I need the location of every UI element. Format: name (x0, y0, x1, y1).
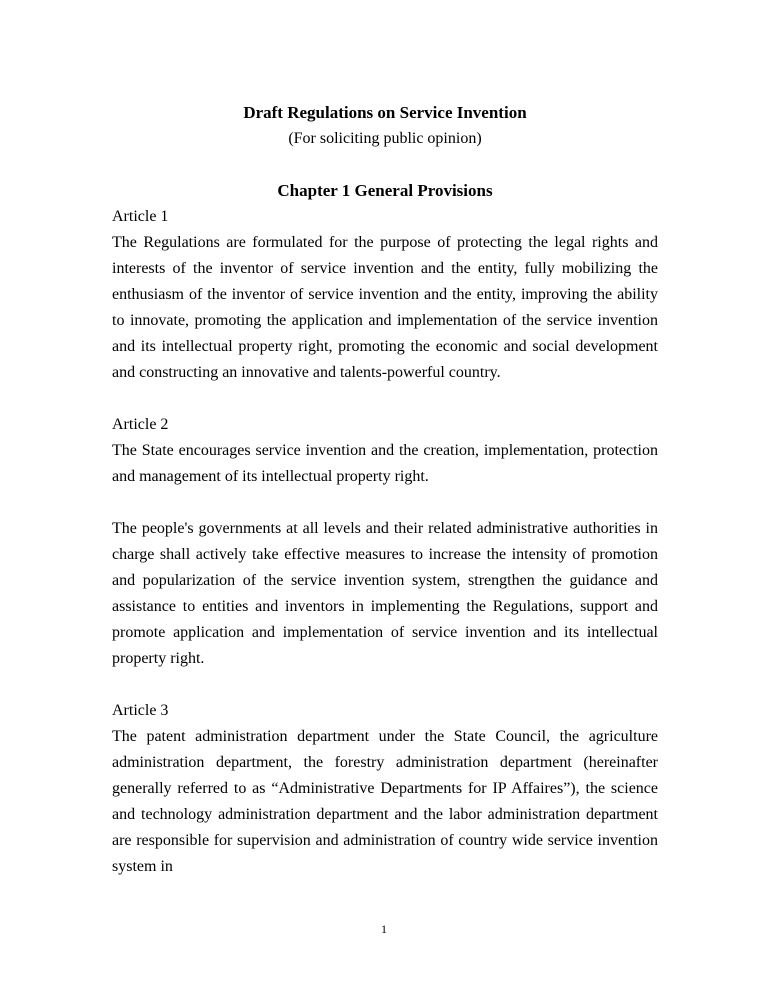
article-2-paragraph-2: The people's governments at all levels and their related administrative authorities in charge shall actively take effective measures to increase the intensity of promotion and popularization of the service invention system, strengthen the guidance and assistance to entities and inventors in implementing the Regulations, support and promote application and implementation of service invention and its intellectual property right. (112, 520, 658, 667)
document-subtitle: (For soliciting public opinion) (288, 130, 482, 147)
article-2-label: Article 2 (112, 416, 169, 433)
page-number: 1 (381, 922, 387, 936)
article-3-label: Article 3 (112, 702, 169, 719)
article-3-paragraph-1: The patent administration department under the State Council, the agriculture administration department, the forestry administration department (hereinafter generally referred to as “Administrative Departments for IP Affaires”), the science and technology administration department and the labor administration department are responsible for supervision and administration of country wide service invention system in (112, 728, 658, 875)
article-2-paragraph-1: The State encourages service invention and the creation, implementation, protection and management of its intellectual property right. (112, 442, 658, 485)
chapter-heading: Chapter 1 General Provisions (277, 181, 493, 200)
article-1-label: Article 1 (112, 208, 169, 225)
article-1-paragraph-1: The Regulations are formulated for the purpose of protecting the legal rights and interests of the inventor of service invention and the entity, fully mobilizing the enthusiasm of the inventor of service invention and the entity, improving the ability to innovate, promoting the application and implementation of the service invention and its intellectual property right, promoting the economic and social development and constructing an innovative and talents-powerful country. (112, 234, 658, 381)
document-title: Draft Regulations on Service Invention (243, 103, 527, 122)
